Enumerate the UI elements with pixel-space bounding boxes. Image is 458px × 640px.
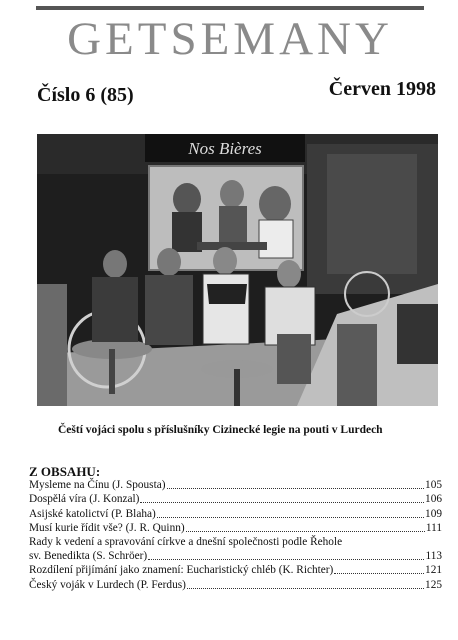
toc-item — [29, 492, 442, 506]
toc-item-page: 105 — [425, 479, 442, 492]
masthead-rule — [36, 6, 424, 10]
photo-caption: Čeští vojáci spolu s příslušníky Cizinecké legie na pouti v Lurdech — [58, 424, 383, 436]
toc-item-title: Asijské katolictví (P. Blaha) — [29, 507, 156, 520]
toc-item-title: Musí kurie řídit vše? (J. R. Quinn) — [29, 521, 185, 534]
toc-leader — [157, 516, 424, 518]
issue-date: Červen 1998 — [328, 78, 436, 100]
toc-item — [29, 521, 442, 535]
cover-photo — [37, 134, 438, 406]
cover-photo-illustration — [37, 134, 438, 406]
toc-item-page: 111 — [425, 521, 442, 534]
sign-text: Nos Bières — [188, 139, 262, 158]
toc-item-title: Dospělá víra (J. Konzal) — [29, 493, 140, 506]
toc-item — [29, 478, 442, 492]
table-of-contents — [29, 478, 442, 592]
toc-leader — [140, 501, 424, 503]
toc-item — [29, 506, 442, 520]
issue-number: Číslo 6 (85) — [37, 84, 134, 106]
toc-item-title: Český voják v Lurdech (P. Ferdus) — [29, 578, 186, 591]
toc-item-page: 125 — [425, 578, 442, 591]
toc-leader — [187, 587, 424, 589]
toc-item — [29, 549, 442, 563]
toc-item-page: 121 — [425, 564, 442, 577]
toc-leader — [186, 530, 425, 532]
toc-item-title-line1: Rady k vedení a spravování církve a dnešní společnosti podle Řehole — [29, 535, 343, 548]
magazine-title: GETSEMANY — [67, 13, 393, 65]
toc-item — [29, 563, 442, 577]
toc-item-title: Mysleme na Čínu (J. Spousta) — [29, 479, 166, 492]
toc-leader — [334, 572, 424, 574]
toc-item-page: 109 — [425, 507, 442, 520]
toc-item — [29, 577, 442, 591]
contents-heading: Z OBSAHU: — [29, 464, 101, 479]
toc-item-page: 106 — [425, 493, 442, 506]
toc-item-title: Rozdílení přijímání jako znamení: Eucharistický chléb (K. Richter) — [29, 564, 334, 577]
toc-leader — [167, 487, 425, 489]
toc-item-title: sv. Benedikta (S. Schröer) — [29, 550, 148, 563]
toc-leader — [148, 558, 424, 560]
toc-item-page: 113 — [425, 550, 442, 563]
